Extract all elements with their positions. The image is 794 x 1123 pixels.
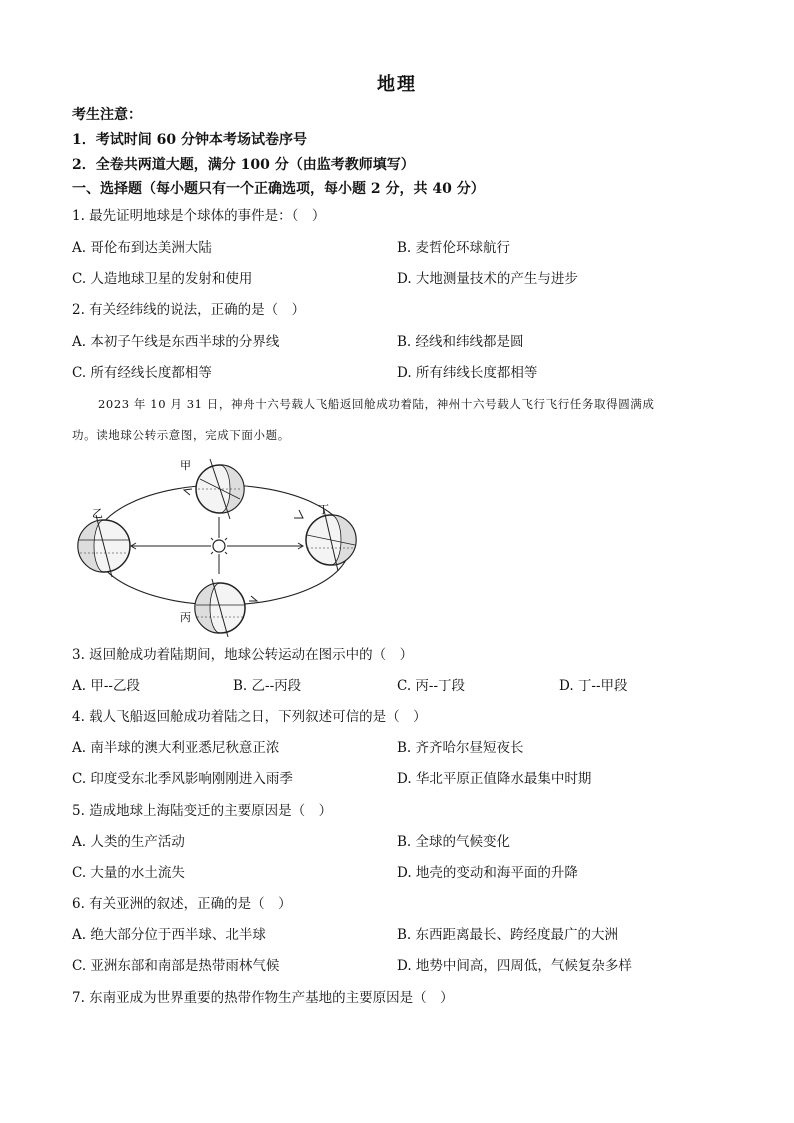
notice-item-2: 2．全卷共两道大题，满分 100 分（由监考教师填写）	[72, 157, 415, 173]
label-ding: 丁	[318, 503, 329, 516]
question-3-option-d: D. 丁--甲段	[559, 678, 628, 694]
label-bing: 丙	[180, 611, 191, 624]
question-1-option-b: B. 麦哲伦环球航行	[397, 240, 511, 256]
question-1-option-a: A. 哥伦布到达美洲大陆	[72, 240, 212, 256]
question-3-option-a: A. 甲--乙段	[72, 678, 140, 694]
question-6-stem: 6. 有关亚洲的叙述，正确的是（ ）	[72, 896, 292, 912]
question-5-option-b: B. 全球的气候变化	[397, 834, 511, 850]
question-4-stem: 4. 载人飞船返回舱成功着陆之日，下列叙述可信的是（ ）	[72, 709, 427, 725]
question-4-option-a: A. 南半球的澳大利亚悉尼秋意正浓	[72, 740, 280, 756]
question-2-option-a: A. 本初子午线是东西半球的分界线	[72, 334, 280, 350]
question-6-option-a: A. 绝大部分位于西半球、北半球	[72, 927, 266, 943]
question-6-option-d: D. 地势中间高，四周低，气候复杂多样	[397, 958, 632, 974]
question-1-option-c: C. 人造地球卫星的发射和使用	[72, 271, 253, 287]
question-4-option-c: C. 印度受东北季风影响刚刚进入雨季	[72, 771, 293, 787]
question-5-option-a: A. 人类的生产活动	[72, 834, 185, 850]
question-1-option-d: D. 大地测量技术的产生与进步	[397, 271, 578, 287]
notice-item-1: 1．考试时间 60 分钟本考场试卷序号	[72, 132, 307, 148]
question-4-option-d: D. 华北平原正值降水最集中时期	[397, 771, 592, 787]
question-5-option-d: D. 地壳的变动和海平面的升降	[397, 865, 578, 881]
question-4-option-b: B. 齐齐哈尔昼短夜长	[397, 740, 524, 756]
question-2-option-c: C. 所有经线长度都相等	[72, 365, 212, 381]
question-1-stem: 1. 最先证明地球是个球体的事件是：（ ）	[72, 208, 326, 224]
earth-globe-jia	[196, 459, 244, 519]
passage-line-2: 功。读地球公转示意图，完成下面小题。	[72, 428, 290, 442]
earth-globe-ding	[306, 510, 356, 571]
passage-line-1: 2023 年 10 月 31 日，神舟十六号载人飞船返回舱成功着陆，神州十六号载人飞行飞行任务取得圆满成	[98, 397, 655, 411]
earth-globe-yi	[78, 515, 130, 577]
question-3-option-b: B. 乙--丙段	[233, 678, 302, 694]
question-3-option-c: C. 丙--丁段	[397, 678, 466, 694]
earth-globe-bing	[195, 579, 245, 637]
question-2-option-b: B. 经线和纬线都是圆	[397, 334, 524, 350]
notice-heading: 考生注意：	[72, 107, 142, 123]
label-jia: 甲	[180, 459, 191, 472]
question-2-option-d: D. 所有纬线长度都相等	[397, 365, 538, 381]
question-7-stem: 7. 东南亚成为世界重要的热带作物生产基地的主要原因是（ ）	[72, 990, 454, 1006]
question-6-option-c: C. 亚洲东部和南部是热带雨林气候	[72, 958, 280, 974]
page-title: 地理	[377, 74, 417, 95]
question-5-option-c: C. 大量的水土流失	[72, 865, 185, 881]
question-2-stem: 2. 有关经纬线的说法，正确的是（ ）	[72, 302, 306, 318]
label-yi: 乙	[92, 507, 103, 520]
question-5-stem: 5. 造成地球上海陆变迁的主要原因是（ ）	[72, 803, 333, 819]
question-3-stem: 3. 返回舱成功着陆期间，地球公转运动在图示中的（ ）	[72, 647, 414, 663]
question-6-option-b: B. 东西距离最长、跨经度最广的大洲	[397, 927, 619, 943]
section-heading: 一、选择题（每小题只有一个正确选项，每小题 2 分，共 40 分）	[72, 181, 485, 197]
sun-icon	[208, 535, 230, 557]
earth-revolution-diagram	[74, 455, 374, 640]
